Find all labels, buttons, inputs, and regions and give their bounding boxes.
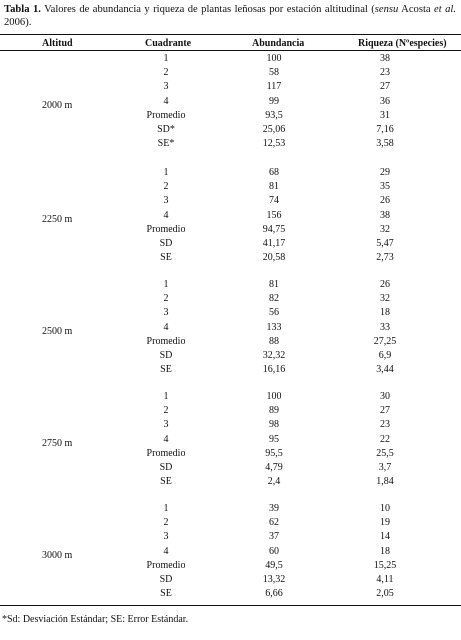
- riqueza-cell: 7,16: [376, 124, 394, 135]
- abundancia-cell: 94,75: [262, 223, 286, 235]
- cuadrante-cell: SE: [160, 588, 172, 600]
- riqueza-cell: 38: [380, 209, 390, 221]
- cuadrante-cell: 4: [163, 209, 169, 221]
- abundancia-cell: 58: [269, 67, 279, 79]
- cuadrante-cell: 3: [163, 195, 169, 207]
- riqueza-cell: 26: [380, 195, 390, 207]
- riqueza-cell: 14: [380, 531, 390, 543]
- table-caption: [4, 3, 456, 29]
- riqueza-cell: 3,7: [378, 462, 392, 473]
- cuadrante-cell: 1: [163, 167, 169, 178]
- abundancia-cell: 37: [269, 531, 279, 543]
- abundancia-cell: 74: [269, 195, 279, 207]
- cuadrante-cell: 3: [163, 81, 169, 93]
- abundancia-cell: 6,66: [265, 588, 283, 600]
- cuadrante-cell: SD: [159, 574, 173, 585]
- riqueza-cell: 25,5: [376, 447, 394, 459]
- abundancia-cell: 100: [266, 53, 282, 64]
- cuadrante-cell: Promedio: [146, 559, 186, 571]
- riqueza-cell: 32: [380, 293, 390, 305]
- riqueza-cell: 22: [380, 433, 390, 445]
- cuadrante-cell: Promedio: [146, 109, 186, 121]
- abundancia-cell: 95: [269, 433, 279, 445]
- altitude-label: 2000 m: [42, 99, 73, 111]
- caption-text-a: Valores de abundancia y riqueza de plantas leñosas por estación altitudinal (: [40, 4, 375, 15]
- cuadrante-cell: 4: [163, 95, 169, 107]
- riqueza-cell: 5,47: [376, 238, 394, 249]
- abundancia-cell: 41,17: [262, 238, 286, 249]
- cuadrante-cell: 4: [163, 433, 169, 445]
- caption-label: Tabla 1.: [4, 4, 41, 15]
- table-bottom-rule: [0, 605, 461, 606]
- riqueza-cell: 15,25: [373, 559, 397, 571]
- cuadrante-cell: 2: [163, 67, 169, 79]
- header-bottom-rule: [0, 50, 461, 51]
- abundancia-cell: 89: [269, 405, 279, 417]
- abundancia-cell: 117: [266, 81, 282, 93]
- cuadrante-cell: 1: [163, 391, 169, 402]
- riqueza-cell: 38: [380, 53, 390, 64]
- abundancia-cell: 39: [269, 503, 279, 514]
- riqueza-cell: 26: [380, 279, 390, 290]
- cuadrante-cell: 3: [163, 307, 169, 319]
- altitude-label: 2750 m: [42, 437, 73, 449]
- abundancia-cell: 32,32: [262, 350, 286, 361]
- riqueza-cell: 6,9: [378, 350, 392, 361]
- cuadrante-cell: 1: [163, 279, 169, 290]
- cuadrante-cell: Promedio: [146, 223, 186, 235]
- riqueza-cell: 18: [380, 307, 390, 319]
- riqueza-cell: 27: [380, 81, 390, 93]
- altitude-label: 2250 m: [42, 213, 73, 225]
- riqueza-cell: 32: [380, 223, 390, 235]
- riqueza-cell: 2,73: [376, 252, 394, 264]
- altitude-label: 3000 m: [42, 549, 73, 561]
- riqueza-cell: 23: [380, 419, 390, 431]
- caption-sensu: sensu: [374, 4, 399, 15]
- abundancia-cell: 12,53: [262, 138, 286, 150]
- cuadrante-cell: 1: [163, 53, 169, 64]
- cuadrante-cell: 4: [163, 545, 169, 557]
- abundancia-cell: 4,79: [265, 462, 283, 473]
- cuadrante-cell: 3: [163, 419, 169, 431]
- cuadrante-cell: Promedio: [146, 447, 186, 459]
- riqueza-cell: 27: [380, 405, 390, 417]
- riqueza-cell: 33: [380, 321, 390, 333]
- altitude-label: 2500 m: [42, 325, 73, 337]
- riqueza-cell: 23: [380, 67, 390, 79]
- abundancia-cell: 81: [269, 279, 279, 290]
- riqueza-cell: 2,05: [376, 588, 394, 600]
- abundancia-cell: 56: [269, 307, 279, 319]
- abundancia-cell: 49,5: [265, 559, 283, 571]
- header-cuadrante: Cuadrante: [145, 38, 192, 49]
- riqueza-cell: 29: [380, 167, 390, 178]
- riqueza-cell: 19: [380, 517, 390, 529]
- cuadrante-cell: SE: [160, 476, 172, 488]
- abundancia-cell: 20,58: [262, 252, 286, 264]
- cuadrante-cell: SE: [160, 364, 172, 376]
- cuadrante-cell: SD: [159, 462, 173, 473]
- cuadrante-cell: 1: [163, 503, 169, 514]
- riqueza-cell: 10: [380, 503, 390, 514]
- cuadrante-cell: SD*: [157, 124, 175, 135]
- abundancia-cell: 88: [269, 335, 279, 347]
- cuadrante-cell: SE: [160, 252, 172, 264]
- riqueza-cell: 18: [380, 545, 390, 557]
- caption-text-c: 2006).: [4, 17, 32, 28]
- cuadrante-cell: SD: [159, 350, 173, 361]
- cuadrante-cell: Promedio: [146, 335, 186, 347]
- abundancia-cell: 13,32: [262, 574, 286, 585]
- abundancia-cell: 81: [269, 181, 279, 193]
- abundancia-cell: 95,5: [265, 447, 283, 459]
- abundancia-cell: 62: [269, 517, 279, 529]
- cuadrante-cell: 2: [163, 181, 169, 193]
- cuadrante-cell: 2: [163, 405, 169, 417]
- header-abundancia: Abundancia: [252, 38, 305, 49]
- cuadrante-cell: 2: [163, 517, 169, 529]
- cuadrante-cell: 3: [163, 531, 169, 543]
- riqueza-cell: 36: [380, 95, 390, 107]
- table-top-rule: [0, 34, 461, 35]
- abundancia-cell: 60: [269, 545, 279, 557]
- riqueza-cell: 27,25: [373, 335, 397, 347]
- header-riqueza: Riqueza (Nºespecies): [358, 38, 447, 49]
- abundancia-cell: 98: [269, 419, 279, 431]
- cuadrante-cell: 2: [163, 293, 169, 305]
- riqueza-cell: 31: [380, 109, 390, 121]
- abundancia-cell: 16,16: [262, 364, 286, 376]
- riqueza-cell: 3,44: [376, 364, 394, 376]
- riqueza-cell: 3,58: [376, 138, 394, 150]
- abundancia-cell: 82: [269, 293, 279, 305]
- footnote: *Sd: Desviación Estándar; SE: Error Estándar.: [2, 614, 189, 625]
- caption-et-al: et al.: [434, 4, 456, 15]
- header-altitud: Altitud: [42, 38, 73, 49]
- abundancia-cell: 99: [269, 95, 279, 107]
- abundancia-cell: 100: [266, 391, 282, 402]
- cuadrante-cell: SE*: [157, 138, 175, 150]
- riqueza-cell: 1,84: [376, 476, 394, 488]
- abundancia-cell: 2,4: [267, 476, 281, 488]
- abundancia-cell: 25,06: [262, 124, 286, 135]
- cuadrante-cell: 4: [163, 321, 169, 333]
- riqueza-cell: 35: [380, 181, 390, 193]
- abundancia-cell: 93,5: [265, 109, 283, 121]
- riqueza-cell: 30: [380, 391, 390, 402]
- abundancia-cell: 68: [269, 167, 279, 178]
- cuadrante-cell: SD: [159, 238, 173, 249]
- riqueza-cell: 4,11: [376, 574, 394, 585]
- abundancia-cell: 156: [266, 209, 282, 221]
- abundancia-cell: 133: [266, 321, 282, 333]
- caption-text-b: Acosta: [398, 4, 435, 15]
